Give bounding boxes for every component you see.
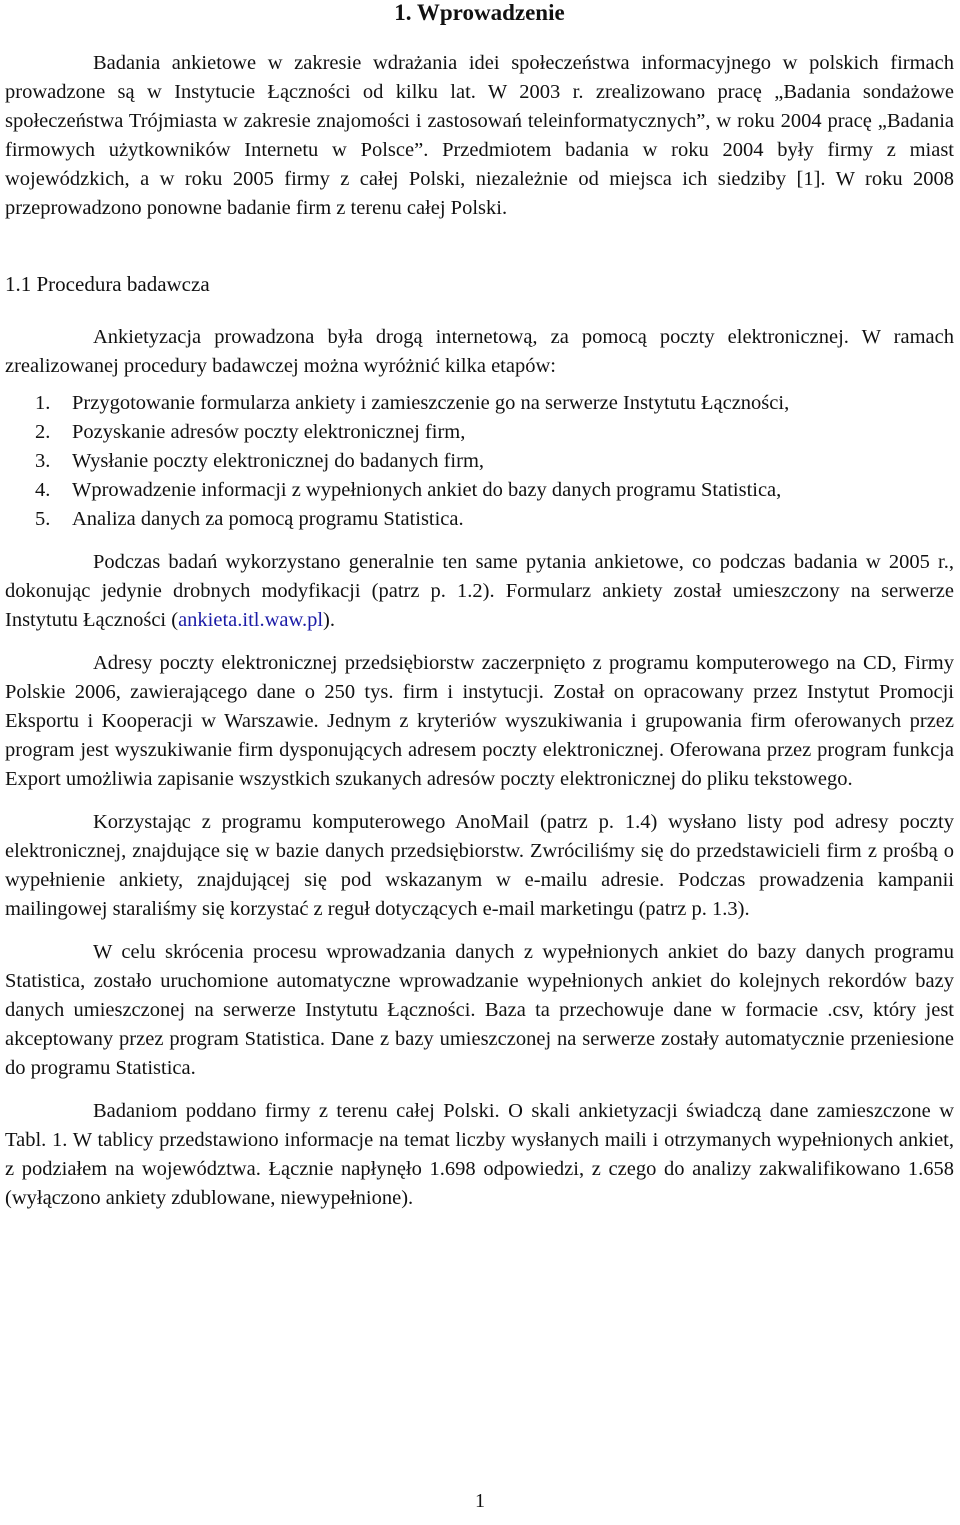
list-item-number: 4. [35, 479, 51, 501]
list-item-text: Wprowadzenie informacji z wypełnionych ankiet do bazy danych programu Statistica, [72, 479, 782, 501]
intro-paragraph: Badania ankietowe w zakresie wdrażania idei społeczeństwa informacyjnego w polskich firmach prowadzone są w Instytucie Łączności od kilku lat. W 2003 r. zrealizowano pracę „Badania sondażowe społeczeństwa Trójmiasta w zakresie znajomości i zastosowań teleinformatycznych”, w roku 2004 pracę „Badania firmowych użytkowników Internetu w Polsce”. Przedmiotem badania w roku 2004 były firmy z miast wojewódzkich, a w roku 2005 firmy z całej Polski, niezależnie od miejsca ich siedziby [1]. W roku 2008 przeprowadzono ponowne badanie firm z terenu całej Polski. [5, 52, 954, 219]
anomail-paragraph: Korzystając z programu komputerowego AnoMail (patrz p. 1.4) wysłano listy pod adresy poczty elektronicznej, znajdujące się w bazie danych przedsiębiorstw. Zwróciliśmy się do przedstawicieli firm z prośbą o wypełnienie ankiety, znajdującej się pod wskazanym w e-mailu adresie. Podczas prowadzenia kampanii mailingowej staraliśmy się korzystać z reguł dotyczących e-mail marketingu (patrz p. 1.3). [5, 811, 954, 920]
list-item-number: 2. [35, 421, 51, 443]
list-item [5, 505, 954, 534]
list-item-number: 5. [35, 508, 51, 530]
page-number: 1 [475, 1490, 485, 1512]
list-item-text: Wysłanie poczty elektronicznej do badanych firm, [72, 450, 485, 472]
list-item [5, 447, 954, 476]
list-item [5, 389, 954, 418]
list-item [5, 476, 954, 505]
list-item-number: 1. [35, 392, 51, 414]
addresses-paragraph: Adresy poczty elektronicznej przedsiębiorstw zaczerpnięto z programu komputerowego na CD, Firmy Polskie 2006, zawierającego dane o 250 tys. firm i instytucji. Został on opracowany przez Instytut Promocji Eksportu i Kooperacji w Warszawie. Jednym z kryteriów wyszukiwania i grupowania firm oferowanych przez program jest wyszukiwanie firm dysponujących adresem poczty elektronicznej. Oferowana przez program funkcja Export umożliwia zapisanie wszystkich szukanych adresów poczty elektronicznej do pliku tekstowego. [5, 652, 954, 790]
questions-text-after: ). [323, 609, 335, 631]
list-item [5, 418, 954, 447]
scale-paragraph: Badaniom poddano firmy z terenu całej Polski. O skali ankietyzacji świadczą dane zamieszczone w Tabl. 1. W tablicy przedstawiono informacje na temat liczby wysłanych maili i otrzymanych wypełnionych ankiet, z podziałem na województwa. Łącznie napłynęło 1.698 odpowiedzi, z czego do analizy zakwalifikowano 1.658 (wyłączono ankiety zdublowane, niewypełnione). [5, 1100, 954, 1209]
procedure-steps-list [5, 389, 954, 534]
automation-paragraph: W celu skrócenia procesu wprowadzania danych z wypełnionych ankiet do bazy danych programu Statistica, zostało uruchomione automatyczne wprowadzanie wypełnionych ankiet do kolejnych rekordów bazy danych umieszczonej na serwerze Instytutu Łączności. Baza ta przechowuje dane w formacie .csv, który jest akceptowany przez program Statistica. Dane z bazy umieszczonej na serwerze zostały automatycznie przeniesione do programu Statistica. [5, 941, 954, 1079]
subsection-heading: 1.1 Procedura badawcza [5, 272, 210, 296]
list-item-number: 3. [35, 450, 51, 472]
list-item-text: Analiza danych za pomocą programu Statistica. [72, 508, 464, 530]
procedure-intro-paragraph: Ankietyzacja prowadzona była drogą internetową, za pomocą poczty elektronicznej. W ramach zrealizowanej procedury badawczej można wyróżnić kilka etapów: [5, 326, 954, 377]
questions-paragraph [5, 548, 954, 635]
survey-link[interactable]: ankieta.itl.waw.pl [178, 609, 324, 631]
section-heading: 1. Wprowadzenie [394, 0, 565, 25]
list-item-text: Przygotowanie formularza ankiety i zamieszczenie go na serwerze Instytutu Łączności, [72, 392, 790, 414]
questions-text-before: Podczas badań wykorzystano generalnie ten same pytania ankietowe, co podczas badania w 2005 r., dokonując jedynie drobnych modyfikacji (patrz p. 1.2). Formularz ankiety został umieszczony na serwerze Instytutu Łączności ( [5, 551, 954, 631]
list-item-text: Pozyskanie adresów poczty elektronicznej firm, [72, 421, 466, 443]
